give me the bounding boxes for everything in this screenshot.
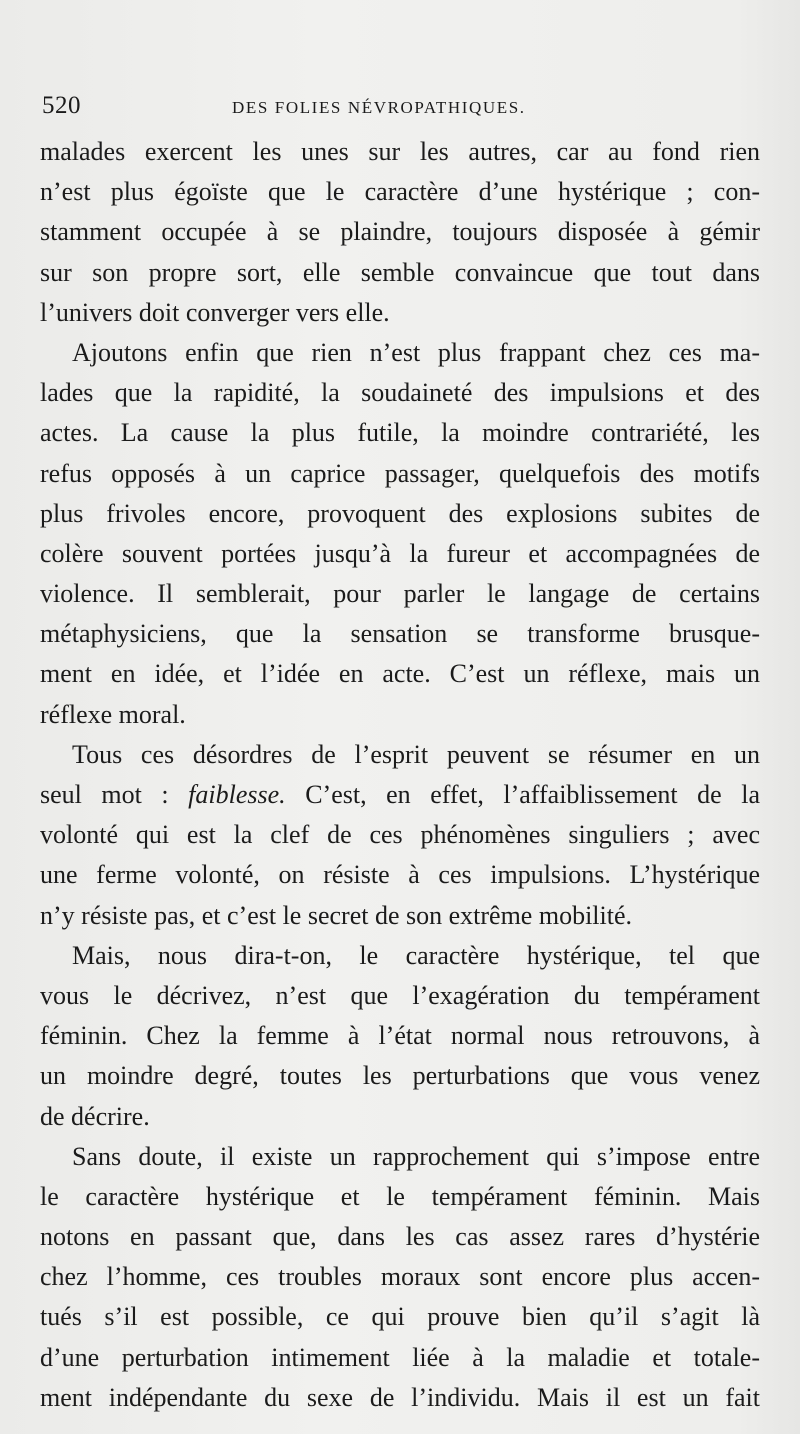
text-line: stamment occupée à se plaindre, toujours disposée à gémir (40, 217, 760, 247)
text-line: violence. Il semblerait, pour parler le langage de certains (40, 579, 760, 609)
text-line: d’une perturbation intimement liée à la maladie et totale- (40, 1342, 760, 1372)
text-line: n’est plus égoïste que le caractère d’une hystérique ; con- (40, 177, 760, 207)
text-fragment: C’est, en effet, l’affaiblissement de la (285, 780, 760, 809)
text-line: de décrire. (40, 1101, 150, 1131)
text-line: malades exercent les unes sur les autres, car au fond rien (40, 137, 760, 166)
text-line: tués s’il est possible, ce qui prouve bien qu’il s’agit là (40, 1302, 760, 1332)
text-line: n’y résiste pas, et c’est le secret de son extrême mobilité. (40, 900, 633, 930)
text-line: métaphysiciens, que la sensation se transforme brusque- (40, 619, 760, 649)
text-line: ment indépendante du sexe de l’individu. Mais il est un fait (40, 1382, 760, 1412)
text-line: un moindre degré, toutes les perturbations que vous venez (40, 1061, 760, 1091)
text-line: actes. La cause la plus futile, la moindre contrariété, les (40, 418, 760, 448)
italic-term: faiblesse. (188, 780, 286, 809)
text-line: ment en idée, et l’idée en acte. C’est un réflexe, mais un (40, 659, 760, 689)
running-head (42, 92, 758, 128)
paragraph (40, 333, 760, 735)
text-line: Ajoutons enfin que rien n’est plus frappant chez ces ma- (72, 337, 760, 367)
text-line: une ferme volonté, on résiste à ces impulsions. L’hystérique (40, 860, 760, 890)
text-line: Tous ces désordres de l’esprit peuvent se résumer en un (72, 739, 760, 769)
text-line: réflexe moral. (40, 699, 186, 729)
text-line: sur son propre sort, elle semble convaincue que tout dans (40, 257, 760, 287)
text-line: l’univers doit converger vers elle. (40, 297, 390, 327)
running-title: DES FOLIES NÉVROPATHIQUES. (232, 98, 526, 117)
text-line: féminin. Chez la femme à l’état normal nous retrouvons, à (40, 1021, 760, 1051)
paragraph (40, 936, 760, 1137)
text-line: refus opposés à un caprice passager, quelquefois des motifs (40, 458, 760, 488)
text-line: colère souvent portées jusqu’à la fureur et accompagnées de (40, 538, 760, 568)
text-line (40, 775, 760, 815)
text-fragment: seul mot : (40, 780, 189, 809)
page-number: 520 (42, 92, 81, 119)
text-line: lades que la rapidité, la soudaineté des impulsions et des (40, 378, 760, 408)
body-text (40, 132, 760, 1418)
text-line: le caractère hystérique et le tempérament féminin. Mais (40, 1181, 760, 1211)
text-line: vous le décrivez, n’est que l’exagération du tempérament (40, 980, 760, 1010)
text-line: plus frivoles encore, provoquent des explosions subites de (40, 498, 760, 528)
text-line: notons en passant que, dans les cas assez rares d’hystérie (40, 1222, 760, 1252)
paragraph (40, 735, 760, 936)
text-line: chez l’homme, ces troubles moraux sont encore plus accen- (40, 1262, 760, 1292)
paragraph (40, 132, 760, 333)
paragraph (40, 1137, 760, 1418)
text-line: Mais, nous dira-t-on, le caractère hystérique, tel que (72, 940, 760, 970)
text-line: volonté qui est la clef de ces phénomènes singuliers ; avec (40, 820, 760, 850)
text-line: Sans doute, il existe un rapprochement qui s’impose entre (72, 1141, 760, 1171)
